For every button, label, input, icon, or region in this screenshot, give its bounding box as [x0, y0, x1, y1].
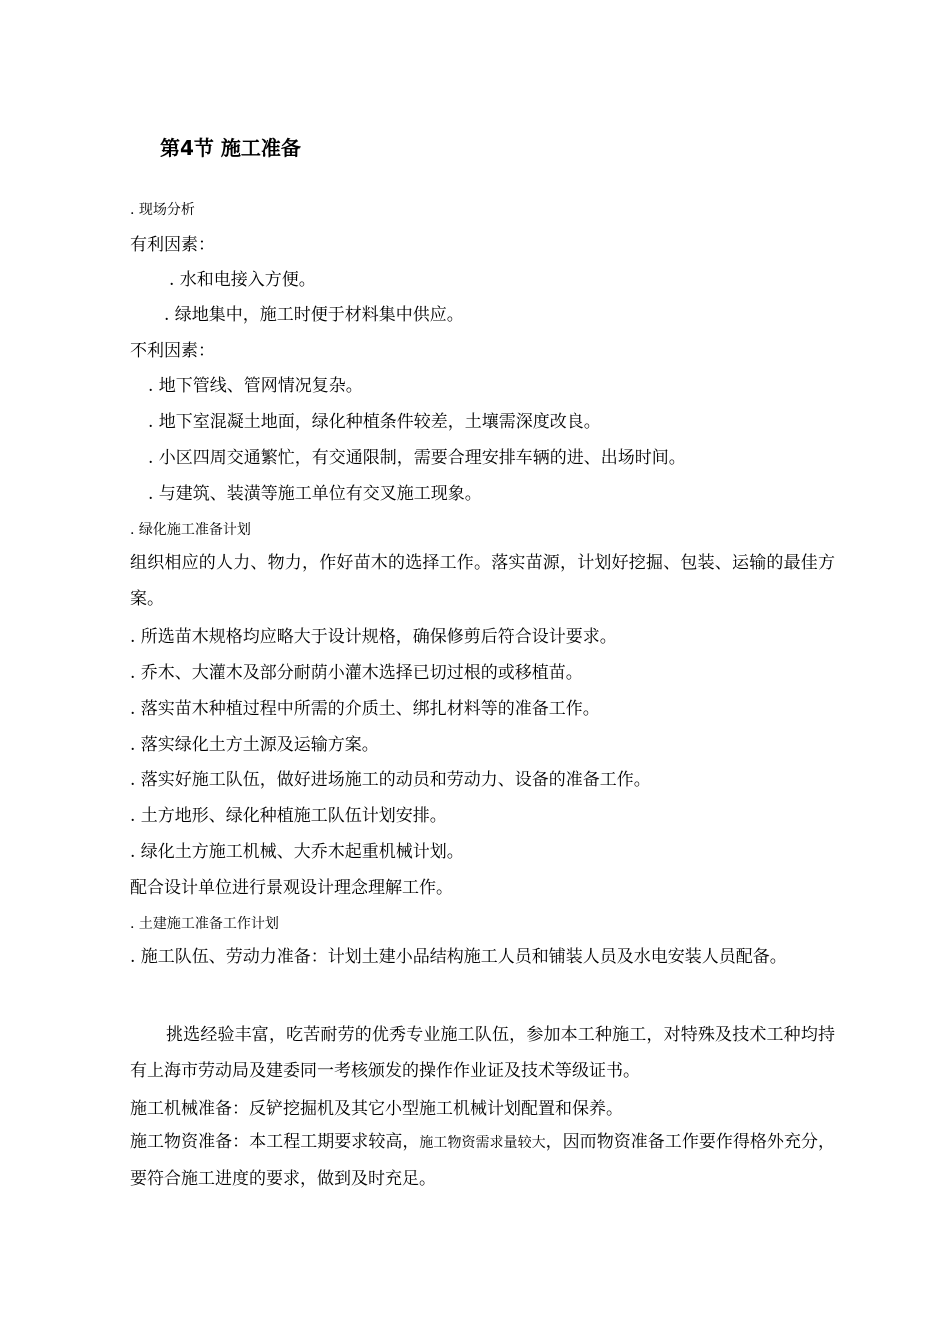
greening-item: . 所选苗木规格均应略大于设计规格，确保修剪后符合设计要求。	[130, 627, 617, 647]
civil-team: . 施工队伍、劳动力准备：计划土建小品结构施工人员和铺装人员及水电安装人员配备。	[130, 947, 787, 967]
civil-materials-small: 施工物资需求量较大	[419, 1135, 546, 1151]
greening-item: . 落实苗木种植过程中所需的介质土、绑扎材料等的准备工作。	[130, 699, 600, 719]
unfavorable-item: . 地下管线、管网情况复杂。	[148, 376, 363, 396]
civil-team-detail: 挑选经验丰富，吃苦耐劳的优秀专业施工队伍，参加本工种施工，对特殊及技术工种均持有上海市劳动局及建委同一考核颁发的操作作业证及技术等级证书。	[130, 1025, 835, 1081]
greening-item: . 绿化土方施工机械、大乔木起重机械计划。	[130, 842, 464, 862]
heading-greening-plan: . 绿化施工准备计划	[130, 522, 251, 538]
heading-site-analysis: . 现场分析	[130, 202, 195, 218]
section-title: 第4节 施工准备	[160, 136, 301, 160]
greening-item: . 土方地形、绿化种植施工队伍计划安排。	[130, 806, 447, 826]
favorable-item: . 水和电接入方便。	[169, 270, 316, 290]
greening-item: . 落实好施工队伍，做好进场施工的动员和劳动力、设备的准备工作。	[130, 770, 651, 790]
greening-intro: 组织相应的人力、物力，作好苗木的选择工作。落实苗源，计划好挖掘、包装、运输的最佳方案。	[130, 553, 835, 609]
civil-materials-lead: 施工物资准备：本工程工期要求较高，	[130, 1132, 420, 1152]
greening-item: . 落实绿化土方土源及运输方案。	[130, 735, 379, 755]
greening-item: . 乔木、大灌木及部分耐荫小灌木选择已切过根的或移植苗。	[130, 663, 583, 683]
civil-machinery: 施工机械准备：反铲挖掘机及其它小型施工机械计划配置和保养。	[130, 1099, 623, 1119]
civil-materials	[130, 1124, 835, 1197]
unfavorable-item: . 与建筑、装潢等施工单位有交叉施工现象。	[148, 484, 482, 504]
unfavorable-label: 不利因素：	[130, 341, 215, 361]
unfavorable-item: . 地下室混凝土地面，绿化种植条件较差，土壤需深度改良。	[148, 412, 601, 432]
favorable-label: 有利因素：	[130, 235, 215, 255]
civil-materials-tail: ，因而物资准备工作要作得格外充分，要符合施工进度的要求，做到及时充足。	[130, 1132, 836, 1189]
unfavorable-item: . 小区四周交通繁忙，有交通限制，需要合理安排车辆的进、出场时间。	[148, 448, 686, 468]
greening-closing: 配合设计单位进行景观设计理念理解工作。	[130, 878, 453, 898]
favorable-item: . 绿地集中，施工时便于材料集中供应。	[164, 305, 464, 325]
heading-civil-plan: . 土建施工准备工作计划	[130, 916, 279, 932]
